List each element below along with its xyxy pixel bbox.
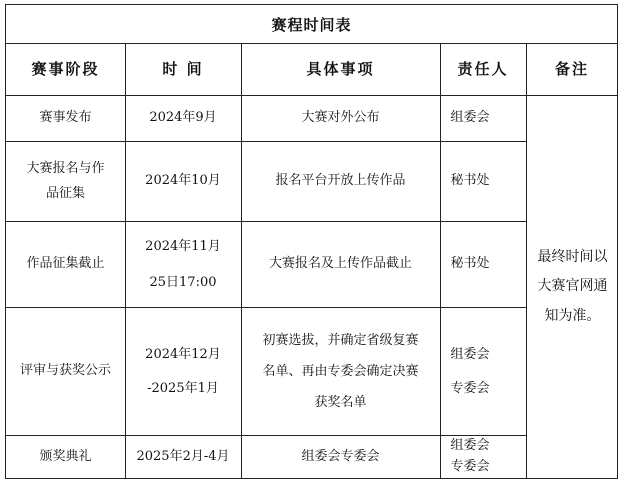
row3-owner: 秘书处 bbox=[450, 256, 490, 272]
row3-item: 大赛报名及上传作品截止 bbox=[268, 256, 412, 272]
row2-stage: 大赛报名与作 品征集 bbox=[26, 160, 105, 201]
row5-owner: 组委会 专委会 bbox=[450, 438, 490, 474]
row1-stage: 赛事发布 bbox=[39, 110, 92, 126]
header-stage: 赛事阶段 bbox=[31, 59, 100, 78]
table-title: 赛程时间表 bbox=[6, 5, 617, 44]
row1-item: 大赛对外公布 bbox=[301, 110, 380, 126]
row4-time: 2024年12月 -2025年1月 bbox=[145, 346, 221, 396]
row1-owner: 组委会 bbox=[450, 110, 490, 126]
row3-time: 2024年11月 25日17:00 bbox=[145, 239, 221, 290]
row4-item: 初赛选拔，并确定省级复赛 名单、再由专委会确定决赛 获奖名单 bbox=[262, 332, 419, 411]
row5-item: 组委会专委会 bbox=[301, 448, 380, 464]
header-note: 备注 bbox=[554, 59, 589, 78]
header-item: 具体事项 bbox=[306, 59, 375, 78]
row5-stage: 颁奖典礼 bbox=[39, 448, 92, 464]
row3-stage: 作品征集截止 bbox=[26, 256, 105, 272]
schedule-table bbox=[5, 4, 618, 479]
header-time: 时 间 bbox=[162, 59, 204, 78]
row2-item: 报名平台开放上传作品 bbox=[275, 173, 406, 189]
row4-stage: 评审与获奖公示 bbox=[19, 363, 111, 379]
row2-time: 2024年10月 bbox=[145, 173, 221, 189]
row4-owner: 组委会 专委会 bbox=[450, 346, 490, 396]
note-cell: 最终时间以 大赛官网通 知为准。 bbox=[537, 248, 608, 324]
row1-time: 2024年9月 bbox=[149, 110, 217, 126]
row2-owner: 秘书处 bbox=[450, 173, 490, 189]
row5-time: 2025年2月-4月 bbox=[136, 448, 230, 464]
header-owner: 责任人 bbox=[457, 59, 509, 78]
